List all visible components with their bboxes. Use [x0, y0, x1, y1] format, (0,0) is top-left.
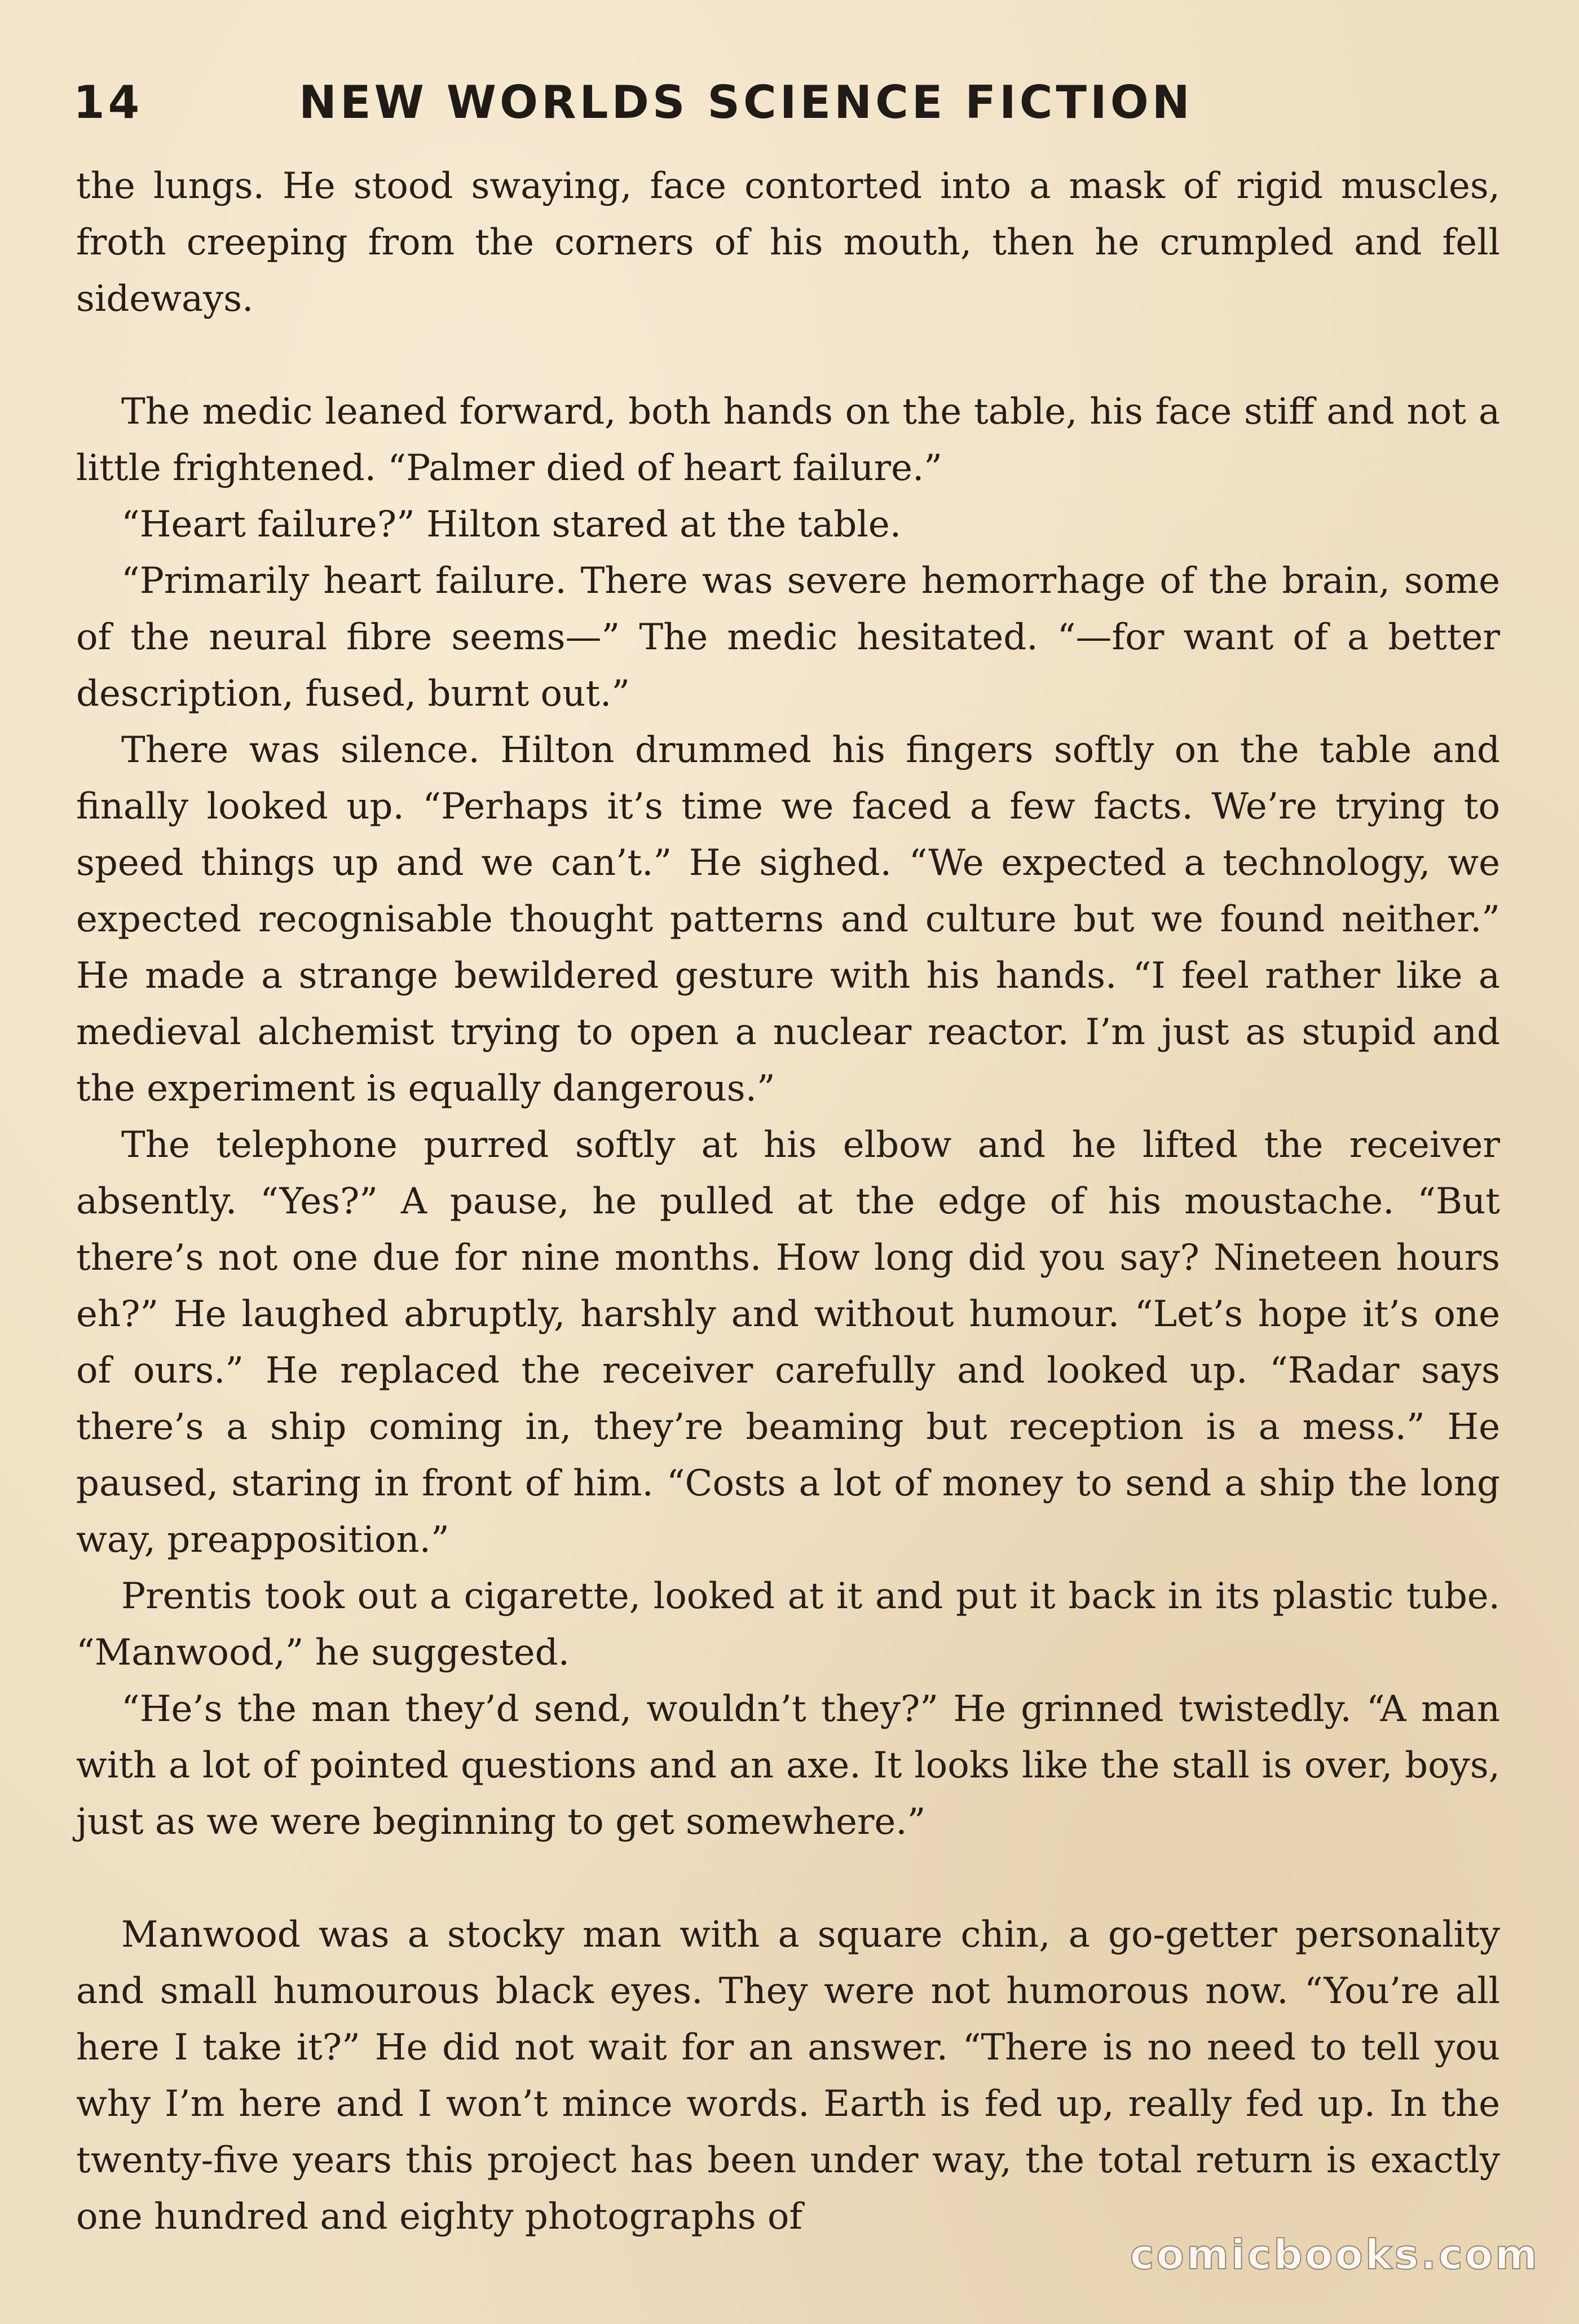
page-header: [73, 76, 1506, 144]
paragraph: The medic leaned forward, both hands on the table, his face stiff and not a little frightened. “Palmer died of heart failure.”: [76, 391, 1500, 489]
paragraph: Prentis took out a cigarette, looked at it and put it back in its plastic tube. “Manwood,” he suggested.: [76, 1575, 1500, 1674]
paragraph: “Heart failure?” Hilton stared at the table.: [121, 504, 902, 545]
paragraph: The telephone purred softly at his elbow and he lifted the receiver absently. “Yes?” A pause, he pulled at the edge of his moustache. “But there’s not one due for nine months. How long did you say? Nineteen hours eh?” He laughed abruptly, harshly and without humour. “Let’s hope it’s one of ours.” He replaced the receiver carefully and looked up. “Radar says there’s a ship coming in, they’re beaming but reception is a mess.” He paused, staring in front of him. “Costs a lot of money to send a ship the long way, preapposition.”: [76, 1124, 1500, 1561]
paragraph: the lungs. He stood swaying, face contorted into a mask of rigid muscles, froth creeping from the corners of his mouth, then he crumpled and fell sideways.: [76, 165, 1500, 320]
paragraph: Manwood was a stocky man with a square chin, a go-getter personality and small humourous black eyes. They were not humorous now. “You’re all here I take it?” He did not wait for an answer. “There is no need to tell you why I’m here and I won’t mince words. Earth is fed up, really fed up. In the twenty-five years this project has been under way, the total return is exactly one hundred and eighty photographs of: [76, 1914, 1500, 2238]
running-head: NEW WORLDS SCIENCE FICTION: [299, 76, 1193, 129]
paragraph: “He’s the man they’d send, wouldn’t they?” He grinned twistedly. “A man with a lot of pointed questions and an axe. It looks like the stall is over, boys, just as we were beginning to get somewhere.”: [76, 1688, 1500, 1843]
page-number: 14: [73, 76, 143, 129]
watermark: comicbooks.com: [1130, 2231, 1540, 2278]
paragraph: There was silence. Hilton drummed his fingers softly on the table and finally looked up. “Perhaps it’s time we faced a few facts. We’re trying to speed things up and we can’t.” He sighed. “We expected a technology, we expected recognisable thought patterns and culture but we found neither.” He made a strange bewildered gesture with his hands. “I feel rather like a medieval alchemist trying to open a nuclear reactor. I’m just as stupid and the experiment is equally dangerous.”: [76, 729, 1500, 1110]
story-text: [76, 158, 1500, 2245]
paragraph: “Primarily heart failure. There was severe hemorrhage of the brain, some of the neural fibre seems—” The medic hesitated. “—for want of a better description, fused, burnt out.”: [76, 560, 1500, 715]
